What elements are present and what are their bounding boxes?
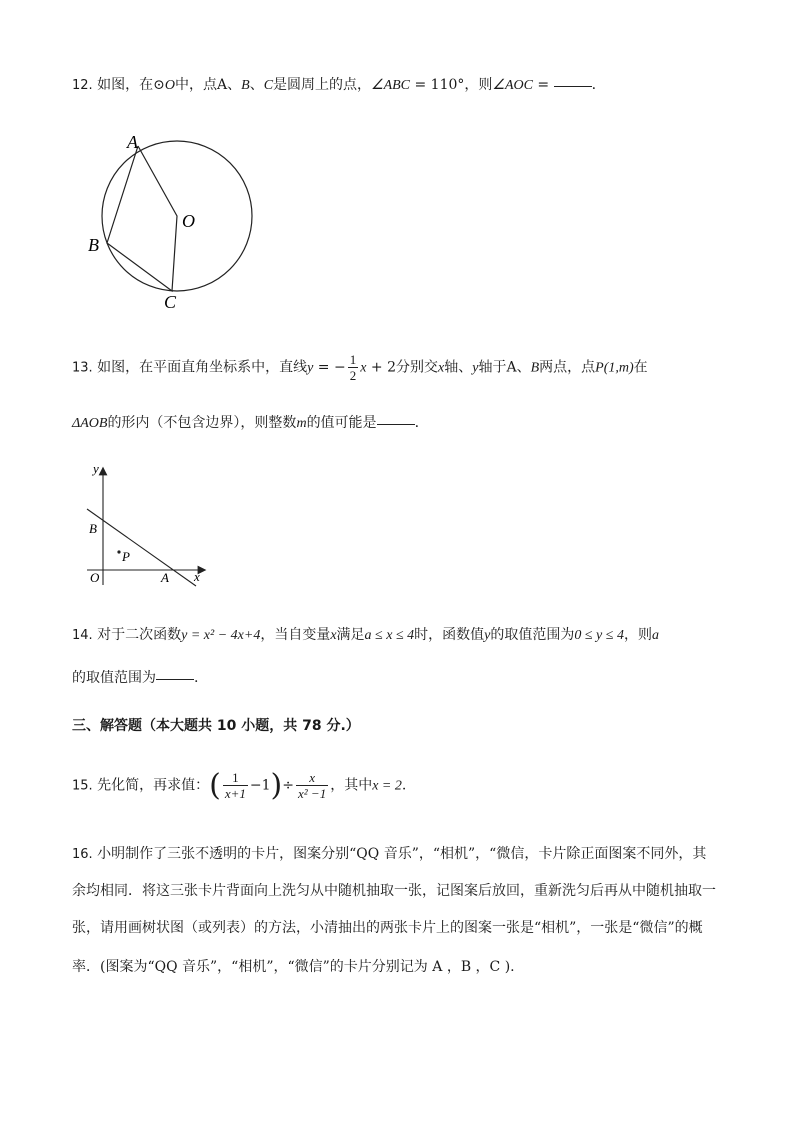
text: 在 (633, 359, 648, 376)
answer-blank (156, 678, 194, 680)
math: a ≤ x ≤ 4 (364, 628, 415, 643)
denominator: 2 (349, 368, 357, 383)
fraction (348, 352, 359, 383)
text: 时，函数值 (414, 627, 485, 643)
var: B (241, 78, 250, 93)
var: C (263, 78, 274, 93)
text: −1 (249, 777, 271, 794)
var: y (484, 628, 491, 643)
math: 0 ≤ y ≤ 4 (574, 628, 624, 643)
math: ∠ABC (371, 78, 411, 93)
text: 如图，在 (97, 77, 154, 93)
text: 的值可能是 (306, 415, 377, 431)
text: 先化简，再求值： (97, 777, 210, 794)
left-paren: ( (209, 768, 221, 803)
math: x = 2 (372, 778, 402, 794)
text: 轴、 (444, 359, 473, 376)
label-x: x (194, 569, 200, 584)
text: 轴于 (478, 359, 507, 376)
text: . (401, 777, 407, 794)
text: 两点，点 (539, 359, 596, 376)
question-16-line-3: 张，请用画树状图（或列表）的方法，小清抽出的两张卡片上的图案一张是“相机”，一张是“微信”的概 (72, 920, 703, 936)
text: ，其中 (330, 777, 373, 794)
question-14-line-1 (72, 624, 659, 644)
fraction (223, 770, 248, 801)
label-a: A (127, 132, 138, 152)
text: 如图，在平面直角坐标系中，直线 (97, 359, 308, 376)
math: y = x² − 4x+4 (181, 628, 261, 643)
text: 满足 (336, 627, 365, 643)
text: . (591, 77, 597, 93)
question-number: 12. (72, 78, 93, 93)
var: x (438, 360, 445, 376)
circle-symbol: ⊙ (153, 77, 165, 93)
question-16-line-1 (72, 843, 706, 863)
question-number: 16. (72, 847, 93, 862)
text: = 110°，则 (410, 77, 493, 93)
var: x (360, 360, 367, 376)
text: 的取值范围为 (72, 670, 156, 686)
var: y (472, 360, 479, 376)
var: x (330, 628, 337, 643)
text: ÷ (282, 777, 294, 794)
label-p: P (122, 549, 130, 564)
fraction (296, 770, 328, 801)
var: O (164, 78, 175, 93)
question-16-line-4: 率．(图案为“QQ 音乐”，“相机”，“微信”的卡片分别记为 A ，B ，C ). (72, 959, 515, 975)
question-number: 13. (72, 360, 93, 376)
label-o: O (182, 211, 195, 231)
question-number: 15. (72, 778, 93, 794)
var: A (217, 77, 228, 93)
label-y: y (93, 461, 99, 476)
answer-blank (554, 85, 592, 87)
question-14-line-2 (72, 667, 198, 687)
text: = (532, 77, 554, 93)
var: P (595, 360, 604, 376)
var: y (307, 360, 314, 376)
question-16-line-2: 余均相同．将这三张卡片背面向上洗匀从中随机抽取一张，记图案后放回，重新洗匀后再从中随机抽取一 (72, 883, 716, 899)
var: B (530, 360, 540, 376)
label-b: B (89, 521, 97, 536)
label-c: C (164, 292, 177, 312)
section-heading: 三、解答题（本大题共 10 小题，共 78 分.） (72, 718, 360, 734)
text: 对于二次函数 (97, 627, 182, 643)
label-o: O (90, 570, 100, 585)
text: ，则 (623, 627, 652, 643)
text: + 2 (366, 359, 396, 376)
var: m (296, 416, 307, 431)
question-number: 14. (72, 628, 93, 643)
text: = − (313, 359, 346, 376)
numerator: 1 (349, 352, 357, 367)
text: 、 (227, 77, 242, 93)
question-13-line-2 (72, 412, 419, 432)
denominator: x+1 (224, 786, 246, 801)
text: 分别交 (396, 359, 438, 376)
coordinate-figure (80, 455, 210, 590)
math: (1,m) (603, 360, 634, 376)
text: 中，点 (175, 77, 217, 93)
text: . (194, 670, 199, 686)
answer-blank (377, 423, 415, 425)
math: ΔAOB (72, 416, 108, 431)
var: a (651, 628, 659, 643)
label-a: A (161, 570, 169, 585)
text: 是圆周上的点， (273, 77, 372, 93)
circle-figure (80, 125, 270, 315)
text: 的取值范围为 (490, 627, 575, 643)
text: 小明制作了三张不透明的卡片，图案分别“QQ 音乐”，“相机”，“微信，卡片除正面图案不同外，其 (97, 846, 707, 862)
var: A (506, 359, 517, 376)
numerator: x (296, 770, 328, 786)
text: 的形内（不包含边界），则整数 (107, 415, 297, 431)
question-15-text (72, 768, 406, 803)
label-b: B (88, 235, 99, 255)
question-12-text (72, 74, 596, 94)
text: . (414, 415, 420, 431)
numerator: 1 (223, 770, 248, 786)
text: 、 (516, 359, 531, 376)
text: 、 (249, 77, 264, 93)
denominator: x² −1 (298, 786, 327, 801)
text: ，当自变量 (260, 627, 331, 643)
question-13-line-1 (72, 352, 648, 383)
right-paren: ) (270, 768, 283, 803)
math: ∠AOC (492, 78, 533, 93)
